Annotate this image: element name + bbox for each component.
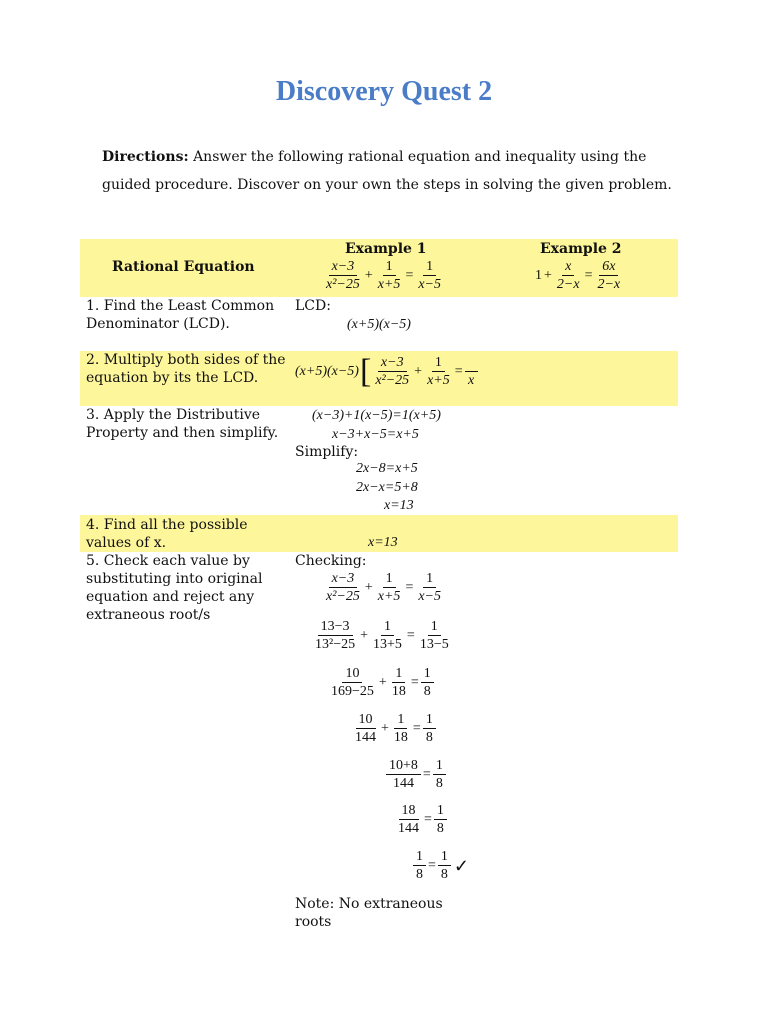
lcd-label: LCD: (295, 298, 331, 314)
step-5: 5. Check each value by substituting into original equation and reject any extraneous root/s (86, 553, 263, 623)
checking-label: Checking: (295, 553, 367, 569)
simplify-line-3: x=13 (384, 498, 414, 513)
multiply-equation: (x+5)(x−5)[ $\frac{x-3}{\text{x²−25}}$ + $\frac{1}{x+5}$ = x (294, 355, 479, 388)
distributive-line-1: (x−3)+1(x−5)=1(x+5) (312, 408, 441, 423)
directions-label: Directions: (102, 149, 189, 165)
check-equation-7: $\frac{1}{8}$ = $\frac{1}{8}$ ✓ (412, 849, 469, 882)
step-2: 2. Multiply both sides of the equation by its the LCD. (86, 352, 286, 386)
directions-text: Answer the following rational equation and inequality using the guided procedure. Discover on your own the steps in solving the given problem. (102, 149, 672, 193)
check-equation-5: $\frac{10+8}{144}$ = $\frac{1}{8}$ (385, 758, 447, 791)
simplify-line-2: 2x−x=5+8 (356, 480, 418, 495)
check-equation-2: $\frac{13-3}{\text{13²−25}}$ + $\frac{1}{13+5}$ = $\frac{1}{13-5}$ (315, 619, 449, 652)
lcd-value: (x+5)(x−5) (347, 317, 411, 332)
row-header-rational-equation: Rational Equation (112, 259, 255, 275)
distributive-line-2: x−3+x−5=x+5 (332, 427, 419, 442)
example1-equation: $\frac{x-3}{\text{x²−25}}$ + $\frac{1}{x+5}$ = $\frac{1}{x-5}$ (326, 259, 442, 292)
example2-equation: 1 + $\frac{x}{2-x}$ = $\frac{6x}{2-x}$ (535, 259, 621, 292)
check-equation-6: $\frac{18}{144}$ = $\frac{1}{8}$ (394, 803, 448, 836)
check-equation-1: $\frac{x-3}{\text{x²−25}}$ + $\frac{1}{x+5}$ = $\frac{1}{x-5}$ (326, 571, 442, 604)
note-no-extraneous-roots: Note: No extraneous roots (295, 896, 443, 930)
check-equation-4: $\frac{10}{144}$ + $\frac{1}{18}$ = $\frac{1}{8}$ (351, 712, 437, 745)
checkmark-icon: ✓ (453, 855, 469, 876)
directions-paragraph (102, 143, 672, 199)
simplify-label: Simplify: (295, 444, 359, 460)
possible-values: x=13 (368, 535, 398, 550)
check-equation-3: $\frac{10}{169-25}$ + $\frac{1}{18}$ = $\frac{1}{8}$ (327, 666, 435, 699)
step-1: 1. Find the Least Common Denominator (LCD). (86, 298, 275, 332)
example1-title: Example 1 (345, 241, 427, 257)
simplify-line-1: 2x−8=x+5 (356, 461, 418, 476)
step-3: 3. Apply the Distributive Property and then simplify. (86, 407, 279, 441)
page-title: Discovery Quest 2 (275, 76, 493, 107)
step-4: 4. Find all the possible values of x. (86, 517, 248, 551)
example2-title: Example 2 (540, 241, 622, 257)
